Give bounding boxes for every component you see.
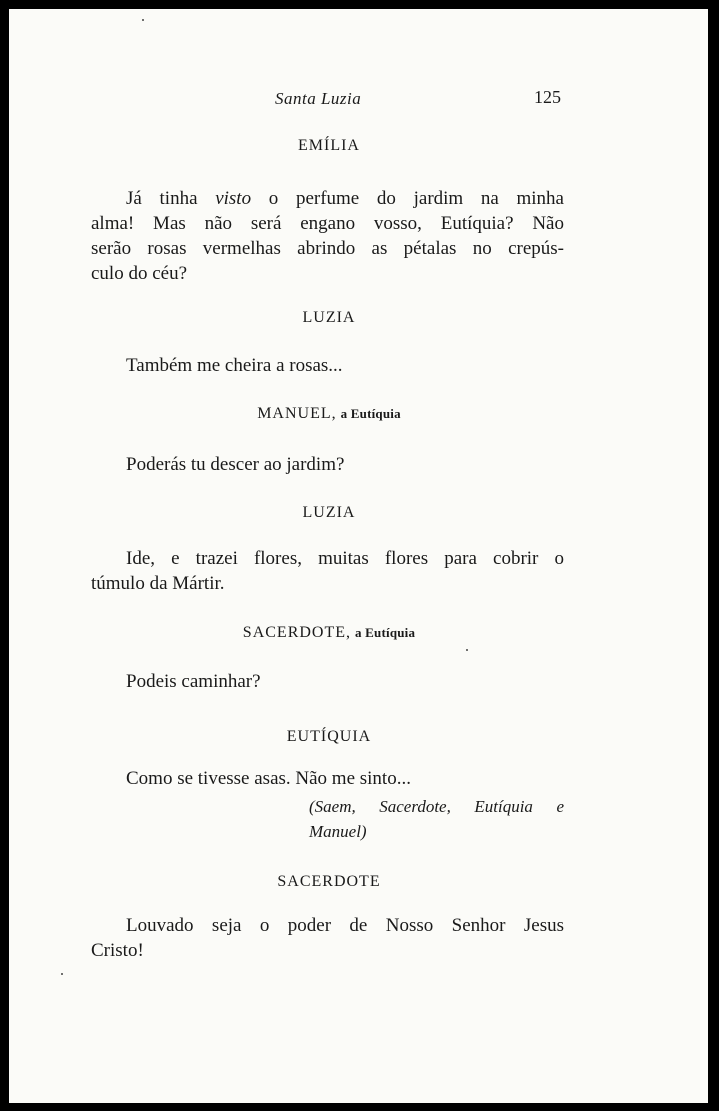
dialogue-line: Poderás tu descer ao jardim? (126, 454, 345, 475)
stage-direction-inline: a Eutíquia (340, 406, 401, 421)
speaker-manuel (9, 405, 649, 423)
scan-speck (61, 973, 63, 975)
speaker-name: EMÍLIA (298, 137, 360, 154)
dialogue-line: serão rosas vermelhas abrindo as pétalas no crepús- (91, 238, 564, 259)
speaker-luzia (9, 504, 649, 522)
scan-speck (142, 19, 144, 21)
dialogue-line: túmulo da Mártir. (91, 573, 225, 594)
speaker-luzia (9, 309, 649, 327)
dialogue-line: Louvado seja o poder de Nosso Senhor Jesus (126, 915, 564, 936)
dialogue-line: Já tinha visto o perfume do jardim na minha (126, 188, 564, 209)
dialogue-emilia (91, 186, 564, 286)
dialogue-sacerdote (91, 913, 564, 963)
dialogue-line: Também me cheira a rosas... (126, 355, 343, 376)
dialogue-eutiquia (91, 766, 564, 791)
page-number: 125 (534, 87, 561, 107)
italic-word: visto (215, 188, 252, 209)
dialogue-luzia (91, 546, 564, 596)
stage-direction (309, 794, 564, 844)
speaker-name: LUZIA (302, 504, 356, 521)
stage-direction-line: Manuel) (309, 822, 367, 841)
scan-speck (466, 649, 468, 651)
stage-direction-line: (Saem, Sacerdote, Eutíquia e (309, 797, 564, 816)
speaker-name: SACERDOTE, (242, 624, 352, 641)
speaker-sacerdote (9, 873, 649, 891)
dialogue-luzia (91, 353, 564, 378)
book-page (9, 9, 708, 1103)
speaker-name: SACERDOTE (277, 873, 381, 890)
dialogue-manuel (91, 452, 564, 477)
dialogue-line: Cristo! (91, 940, 144, 961)
speaker-name: MANUEL, (257, 405, 337, 422)
dialogue-line: Como se tivesse asas. Não me sinto... (126, 768, 411, 789)
speaker-name: EUTÍQUIA (286, 728, 372, 745)
speaker-eutiquia (9, 728, 649, 746)
dialogue-sacerdote (91, 669, 564, 694)
dialogue-line: culo do céu? (91, 263, 188, 284)
stage-direction-inline: a Eutíquia (355, 625, 416, 640)
dialogue-line: Ide, e trazei flores, muitas flores para cobrir o (126, 548, 564, 569)
dialogue-line: alma! Mas não será engano vosso, Eutíquia? Não (91, 213, 564, 234)
speaker-sacerdote (9, 624, 649, 642)
speaker-name: LUZIA (302, 309, 356, 326)
dialogue-line: Podeis caminhar? (126, 671, 261, 692)
speaker-emilia (9, 137, 649, 155)
running-title: Santa Luzia (275, 89, 362, 108)
